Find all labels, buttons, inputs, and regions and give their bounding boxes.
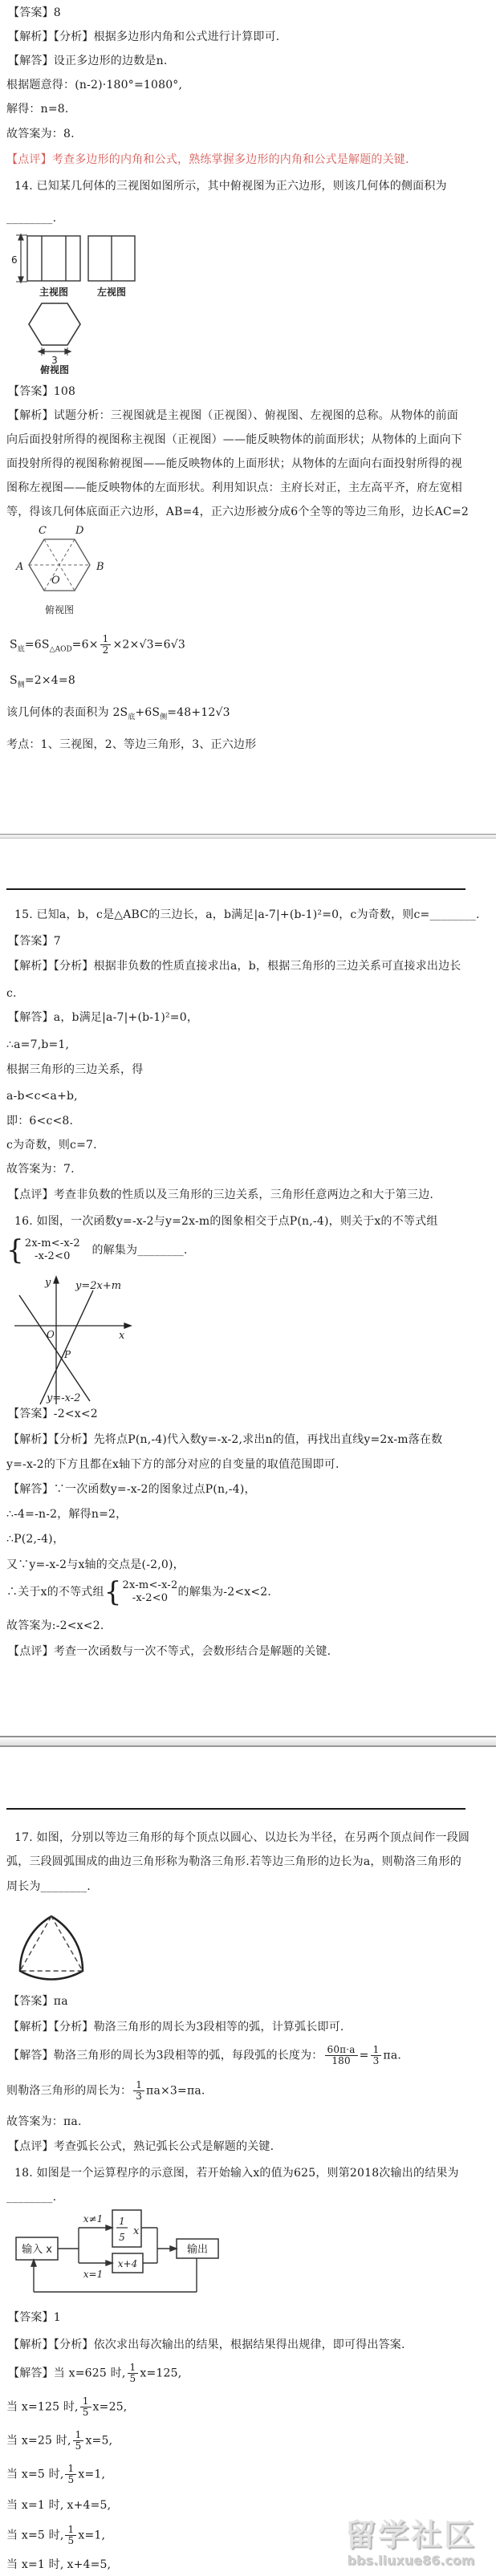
- fraction-variable: x: [133, 2225, 140, 2237]
- page-separator-band: [0, 1736, 496, 1747]
- one-fifth-fraction: [128, 2363, 139, 2384]
- q15-solve-line2: ∴a=7,b=1,: [6, 1038, 70, 1051]
- solve1-mid: =: [359, 2049, 369, 2062]
- q13-conclusion-line: 故答案为：8.: [6, 128, 75, 140]
- inner-dashed-triangle: [20, 1916, 83, 1971]
- q13-comment-line: 【点评】考查多边形的内角和公式，熟练掌握多边形的内角和公式是解题的关键.: [6, 153, 409, 166]
- fraction-numerator: 1: [136, 2079, 143, 2090]
- output-label: 输出: [186, 2244, 209, 2256]
- vertex-b-label: B: [96, 561, 104, 573]
- step-variable: x: [92, 2400, 100, 2414]
- q13-analysis-line: 【解析】【分析】根据多边形内角和公式进行计算即可.: [8, 30, 280, 43]
- point-p-label: P: [64, 1349, 71, 1360]
- x-plus-4-label: x+4: [117, 2258, 138, 2269]
- system-row2: -x-2<0: [35, 1250, 71, 1262]
- q13-equation: (n-2)·180°=1080°,: [75, 79, 183, 91]
- fraction-denominator: 5: [73, 2440, 84, 2452]
- fraction-numerator: 60π·a: [327, 2044, 356, 2055]
- fraction-numerator: 1: [129, 2362, 136, 2373]
- one-fifth-fraction: [65, 2525, 76, 2546]
- line2-equation-label: y=-x-2: [47, 1392, 81, 1404]
- q14-question-line1: 14. 已知某几何体的三视图如图所示，其中俯视图为正六边形，则该几何体的侧面积为: [14, 180, 447, 193]
- vertex-d-label: D: [75, 525, 84, 537]
- arc-length-fraction: [325, 2045, 358, 2066]
- q16-solve-line3: ∴P(2,-4)，: [6, 1533, 65, 1546]
- y-axis-label: y: [45, 1277, 51, 1289]
- q15-solve-line6: c为奇数，则c=7.: [6, 1139, 97, 1152]
- height-label: 6: [11, 254, 18, 266]
- step-variable: x: [85, 2434, 92, 2448]
- eq-tail: ×2×√3=6√3: [112, 638, 185, 652]
- q15-question-line: 15. 已知a，b，c是△ABC的三边长，a，b满足|a-7|+(b-1)²=0，c为奇数，则c=________.: [14, 908, 480, 921]
- q18-step-line: [6, 2497, 111, 2513]
- q17-analysis-line: 【解析】【分析】勒洛三角形的周长为3段相等的弧，计算弧长即可.: [8, 2021, 344, 2034]
- q16-solve-system-line: [6, 1575, 272, 1608]
- q15-analysis-line1: 【解析】【分析】根据非负数的性质直接求出a，b，根据三角形的三边关系可直接求出边长: [8, 960, 461, 973]
- center-o-label: O: [51, 575, 60, 587]
- page-separator-thin: [0, 834, 496, 839]
- q14-keypoints-line: 考点：1、三视图，2、等边三角形，3、正六边形: [6, 738, 257, 751]
- s-symbol: S: [10, 638, 18, 652]
- hexagon-caption: 俯视图: [44, 604, 75, 616]
- fraction-denominator: 180: [325, 2055, 358, 2066]
- q15-comment-line: 【点评】考查非负数的性质以及三角形的三边关系，三角形任意两边之和大于第三边.: [8, 1188, 434, 1201]
- step-variable: x: [78, 2468, 85, 2481]
- vertex-a-label: A: [16, 561, 24, 573]
- front-view-label: 主视图: [39, 286, 69, 298]
- q14-side-area-formula: [10, 672, 75, 693]
- q16-solve-line6: 故答案为:-2<x<2.: [6, 1619, 104, 1632]
- q18-step-line: [6, 2396, 127, 2418]
- q15-solve-line4: a-b<c<a+b,: [6, 1090, 78, 1103]
- fraction-numerator: 1: [82, 2395, 89, 2407]
- step-post: =25,: [99, 2400, 128, 2414]
- step-expression: x+4=5,: [67, 2558, 112, 2571]
- surface-part2: +6S: [135, 706, 161, 719]
- half-fraction: [100, 634, 112, 656]
- q13-answer-line: 【答案】8: [8, 6, 61, 19]
- q14-analysis-line3: 面投射所得的视图称俯视图——能反映物体的上面形状；从物体的左面向右面投射所得的视: [6, 457, 462, 470]
- hexagon-abcd-diagram: [10, 523, 114, 616]
- reuleaux-triangle-diagram: [10, 1899, 94, 1989]
- q17-solve-line1: [8, 2045, 401, 2066]
- height-arrow: [16, 234, 27, 282]
- surface-part3: =48+12√3: [167, 706, 230, 719]
- q18-answer-line: 【答案】1: [8, 2311, 61, 2324]
- solve1-pre: 【解答】勒洛三角形的周长为3段相等的弧，每段弧的长度为：: [8, 2049, 323, 2062]
- q14-surface-line: [6, 705, 230, 725]
- q16-question-line1: 16. 如图，一次函数y=-x-2与y=2x-m的图象相交于点P(n,-4)，则关于x的不等式组: [14, 1215, 438, 1228]
- section-rule: [6, 888, 466, 890]
- fraction-numerator: 1: [119, 2216, 125, 2227]
- q17-question-line3: 周长为________.: [6, 1880, 91, 1893]
- solve2-pre: 则勒洛三角形的周长为：: [6, 2084, 132, 2098]
- q17-question-line2: 弧，三段圆弧围成的曲边三角形称为勒洛三角形.若等边三角形的边长为a，则勒洛三角形的: [6, 1855, 461, 1868]
- one-third-fraction: [133, 2080, 144, 2102]
- solve-system-pre: ∴关于x的不等式组: [6, 1586, 104, 1599]
- q14-analysis-line2: 向后面投射所得的视图称主视图（正视图）——能反映物体的前面形状；从物体的上面向下: [6, 433, 462, 446]
- q14-answer-line: 【答案】108: [8, 385, 76, 398]
- q17-answer-line: 【答案】πa: [8, 1995, 68, 2008]
- line1-equation-label: y=2x+m: [75, 1280, 122, 1292]
- step-variable: x: [78, 2529, 85, 2542]
- watermark-title: 留学社区: [345, 2517, 478, 2553]
- fraction-numerator: 1: [372, 2044, 380, 2055]
- solve-system-post: 的解集为-2<x<2.: [177, 1586, 272, 1599]
- q16-answer-line: 【答案】-2<x<2: [8, 1408, 98, 1420]
- step-post: =5,: [91, 2434, 113, 2448]
- s-subscript: 侧: [17, 681, 25, 689]
- q13-solved-line: [6, 101, 69, 117]
- fraction-denominator: 5: [65, 2474, 76, 2485]
- surface-sub2: 侧: [160, 713, 168, 721]
- q16-solve-line4: 又∵y=-x-2与x轴的交点是(-2,0)，: [6, 1558, 185, 1571]
- q15-solve-line1: 【解答】a，b满足|a-7|+(b-1)²=0，: [8, 1011, 199, 1024]
- q15-solve-line7: 故答案为：7.: [6, 1163, 75, 1176]
- step-variable: x: [140, 2367, 147, 2380]
- q16-question-system: [6, 1233, 188, 1266]
- width-label: 3: [51, 355, 58, 366]
- system-row1: 2x-m<-x-2: [122, 1579, 178, 1591]
- q14-analysis-line4: 图称左视图——能反映物体的左面形状。利用知识点：主府长对正，主左高平齐，府左宽相: [6, 481, 462, 494]
- site-watermark: [345, 2510, 477, 2568]
- step-pre: 当 x=5 时,: [6, 2529, 64, 2542]
- q18-analysis-line: 【解析】【分析】依次求出每次输出的结果，根据结果得出规律，即可得出答案.: [8, 2338, 405, 2351]
- eq-part2: =6×: [71, 638, 99, 652]
- q15-solve-line5: 即：6<c<8.: [6, 1115, 74, 1128]
- fraction-numerator: 1: [67, 2463, 75, 2474]
- q18-step-line: [8, 2363, 181, 2384]
- linear-function-graph: [10, 1274, 138, 1409]
- input-label: 输入 x: [22, 2244, 52, 2256]
- fraction-denominator: 5: [128, 2373, 139, 2384]
- condition-not-equal-label: x≠1: [83, 2213, 104, 2225]
- q13-solve-line: 【解答】设正多边形的边数是n.: [8, 55, 168, 67]
- q15-solve-line3: 根据三角形的三边关系，得: [6, 1063, 144, 1076]
- one-fifth-x-content: [116, 2216, 140, 2243]
- step-post: =125,: [146, 2367, 182, 2380]
- eq-part1: =6S: [24, 638, 50, 652]
- fraction-denominator: 3: [133, 2090, 144, 2102]
- q18-question-line1: 18. 如图是一个运算程序的示意图，若开始输入x的值为625，则第2018次输出的结果为: [14, 2167, 459, 2180]
- fraction-denominator: 2: [100, 644, 112, 656]
- condition-equal-label: x=1: [83, 2269, 104, 2280]
- q13-equation-line: [6, 77, 182, 93]
- section-rule: [6, 1808, 466, 1810]
- q15-analysis-line2: c.: [6, 987, 17, 1000]
- x-axis-label: x: [119, 1330, 125, 1342]
- vertex-c-label: C: [39, 525, 47, 537]
- step-pre: 当 x=125 时,: [6, 2400, 79, 2414]
- inequality-system: [104, 1575, 178, 1608]
- q18-step-line: [6, 2557, 111, 2573]
- top-view-label: 俯视图: [39, 364, 70, 374]
- q14-base-area-formula: [10, 634, 185, 657]
- q17-comment-line: 【点评】考查弧长公式，熟记弧长公式是解题的关键.: [8, 2140, 274, 2153]
- fraction-denominator: 5: [119, 2232, 125, 2243]
- side-view-label: 左视图: [96, 286, 127, 298]
- fraction-denominator: 5: [65, 2535, 76, 2546]
- one-fifth-fraction: [65, 2464, 76, 2485]
- fraction-denominator: 3: [371, 2055, 382, 2066]
- s-symbol: S: [10, 674, 18, 687]
- solve2-post: πa×3=πa.: [146, 2084, 205, 2098]
- one-fifth-fraction: [80, 2396, 91, 2418]
- origin-label: O: [47, 1329, 55, 1340]
- step-pre: 当 x=5 时,: [6, 2468, 64, 2481]
- three-view-diagram: [10, 230, 146, 374]
- eq-tail: =2×4=8: [24, 674, 75, 687]
- reuleaux-outline: [20, 1916, 83, 1979]
- system-row1: 2x-m<-x-2: [24, 1237, 80, 1249]
- q18-step-line: [6, 2464, 105, 2485]
- q16-comment-line: 【点评】考查一次函数与一次不等式，会数形结合是解题的关键.: [8, 1645, 331, 1658]
- step-post: =1,: [84, 2529, 106, 2542]
- q13-solved-pre: 解得：: [6, 103, 41, 116]
- system-brace: {: [104, 1575, 122, 1608]
- q18-step-line: [6, 2525, 105, 2546]
- q16-analysis-line2: y=-x-2的下方且都在x轴下方的部分对应的自变量的取值范围即可.: [6, 1458, 339, 1471]
- solve1-post: πa.: [383, 2049, 402, 2062]
- inequality-system: [6, 1233, 80, 1266]
- front-view-rect: [27, 236, 135, 281]
- watermark-subtitle: bbs.liuxue86.com: [347, 2553, 475, 2568]
- one-third-fraction: [371, 2045, 382, 2066]
- line-y-2x-plus-m: [40, 1290, 93, 1404]
- fraction-numerator: 1: [67, 2524, 75, 2535]
- q18-step-line: [6, 2430, 112, 2452]
- q16-analysis-line1: 【解析】【分析】先将点P(n,-4)代入数y=-x-2,求出n的值，再找出直线y=2x-m落在数: [8, 1433, 443, 1446]
- axes: [14, 1277, 131, 1404]
- flowchart-connectors: [31, 2225, 197, 2292]
- top-view-hexagon: [29, 303, 80, 345]
- q16-solve-line2: ∴-4=-n-2，解得n=2，: [6, 1508, 128, 1521]
- q13-equation-pre: 根据题意得：: [6, 79, 75, 91]
- q14-analysis-line1: 【解析】试题分析：三视图就是主视图（正视图）、俯视图、左视图的总称。从物体的前面: [8, 409, 458, 422]
- step-post: =1,: [84, 2468, 106, 2481]
- fraction-numerator: 1: [75, 2429, 82, 2440]
- q18-question-blank: ________.: [6, 2191, 57, 2204]
- q17-conclusion-line: 故答案为：πa.: [6, 2115, 82, 2128]
- q16-solve-line1: 【解答】∵一次函数y=-x-2的图象过点P(n,-4)，: [8, 1483, 256, 1496]
- system-row2: -x-2<0: [132, 1592, 169, 1604]
- step-expression: x+4=5,: [67, 2499, 112, 2512]
- eq-subscript: △AOD: [49, 645, 72, 654]
- system-brace: {: [6, 1233, 24, 1266]
- fraction-denominator: 5: [80, 2407, 91, 2418]
- q14-analysis-line5: 等，得该几何体底面正六边形，AB=4，正六边形被分成6个全等的等边三角形，边长AC=2: [6, 506, 470, 518]
- q17-question-line1: 17. 如图，分别以等边三角形的每个顶点以圆心、以边长为半径，在另两个顶点间作一段圆: [14, 1831, 470, 1844]
- surface-part1: 该几何体的表面积为 2S: [6, 706, 128, 719]
- system-post-text: 的解集为________.: [91, 1244, 188, 1257]
- s-subscript: 底: [17, 645, 25, 654]
- line-y-neg-x-minus-2: [19, 1295, 90, 1401]
- surface-sub1: 底: [128, 713, 136, 721]
- q17-solve-line2: [6, 2080, 205, 2102]
- one-fifth-fraction: [73, 2430, 84, 2452]
- step-pre: 当 x=1 时,: [6, 2558, 64, 2571]
- fraction-numerator: 1: [102, 633, 109, 644]
- q15-answer-line: 【答案】7: [8, 935, 61, 948]
- step-pre: 【解答】当 x=625 时,: [8, 2367, 126, 2380]
- q13-solved: n=8.: [40, 103, 69, 116]
- program-flowchart: [10, 2207, 274, 2303]
- step-pre: 当 x=25 时,: [6, 2434, 71, 2448]
- step-pre: 当 x=1 时,: [6, 2499, 64, 2512]
- q14-question-blank: ________.: [6, 212, 57, 225]
